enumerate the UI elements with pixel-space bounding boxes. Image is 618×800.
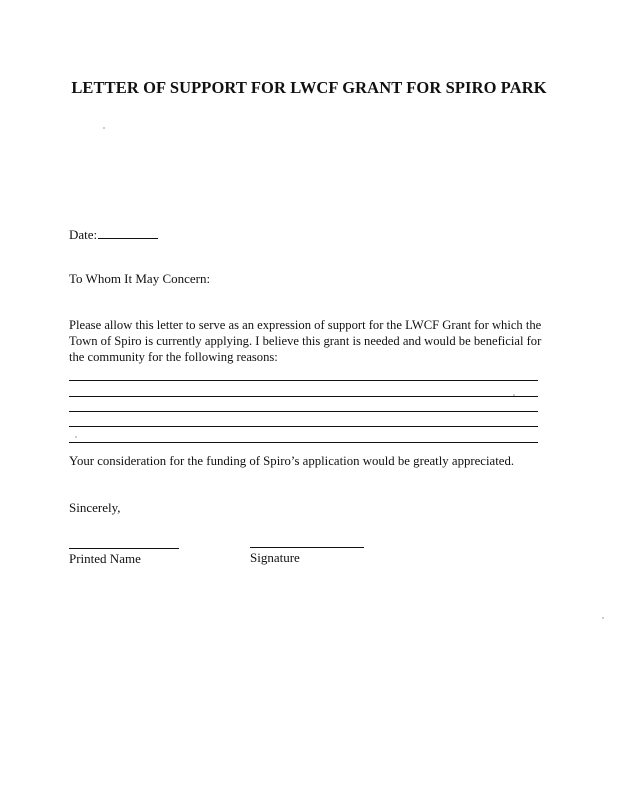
- closing-paragraph: Your consideration for the funding of Spiro’s application would be greatly appreciated.: [69, 454, 515, 468]
- body-paragraph: [69, 317, 542, 365]
- sign-off: Sincerely,: [69, 500, 121, 515]
- signature-line: [250, 547, 364, 548]
- printed-name-label: Printed Name: [69, 551, 141, 566]
- scan-speck: [103, 127, 105, 129]
- letter-title: LETTER OF SUPPORT FOR LWCF GRANT FOR SPIRO PARK: [71, 78, 547, 97]
- body-line: Town of Spiro is currently applying. I believe this grant is needed and would be beneficial for: [69, 334, 542, 348]
- salutation: To Whom It May Concern:: [69, 271, 211, 286]
- date-field: [69, 226, 158, 243]
- date-blank-line: [98, 226, 158, 239]
- blank-line: [69, 396, 538, 397]
- printed-name-line: [69, 548, 179, 549]
- signature-label: Signature: [250, 550, 300, 565]
- scan-speck: [602, 617, 604, 619]
- date-label: Date:: [69, 227, 98, 242]
- blank-line: [69, 442, 538, 443]
- scan-speck: [513, 394, 515, 396]
- scan-speck: [75, 436, 77, 438]
- body-line: the community for the following reasons:: [69, 350, 278, 364]
- blank-line: [69, 380, 538, 381]
- blank-line: [69, 426, 538, 427]
- blank-line: [69, 411, 538, 412]
- body-line: Please allow this letter to serve as an expression of support for the LWCF Grant for which the: [69, 318, 542, 332]
